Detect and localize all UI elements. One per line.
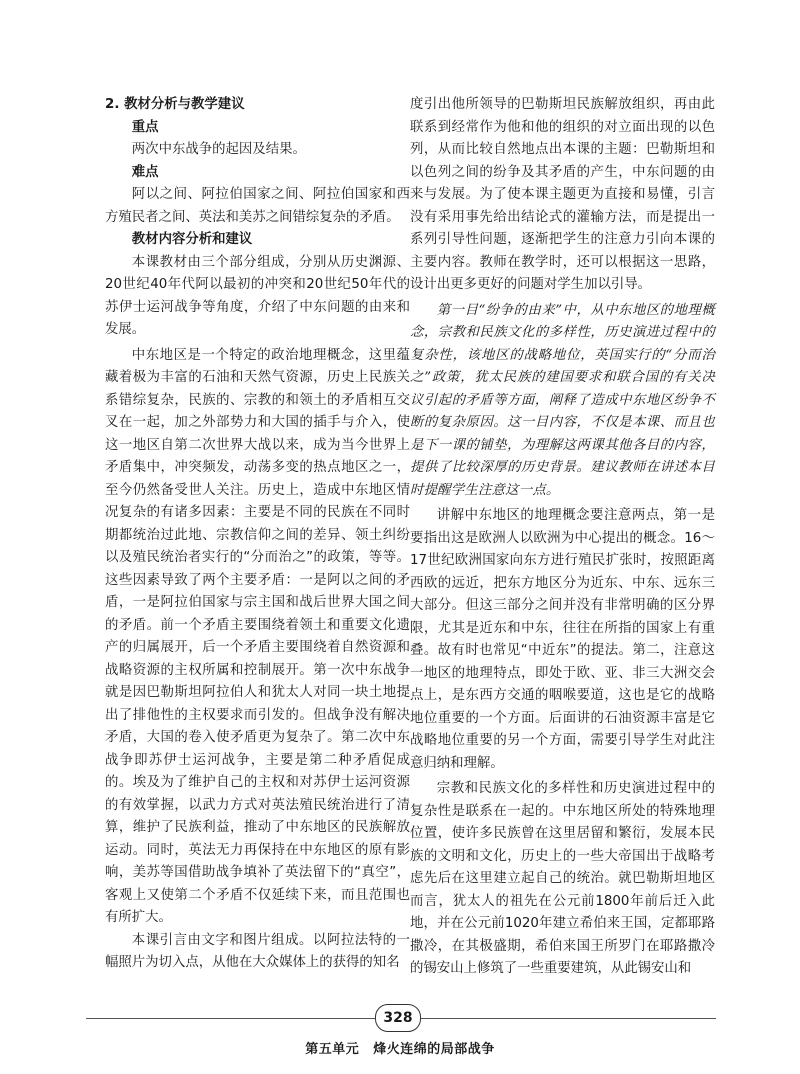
body-paragraph: 宗教和民族文化的多样性和历史演进过程中的复杂性是联系在一起的。中东地区所处的特殊地理位置，使许多民族曾在这里居留和繁衍，发展本民族的文明和文化，历史上的一些大帝国出于战略考虑先后在这里建立起自己的统治。就巴勒斯坦地区而言，犹太人的祖先在公元前1800年前后迁入此地，并在公元前1020年建立希伯来王国，定都耶路撒冷，在其极盛期，希伯来国王所罗门在耶路撒冷的锡安山上修筑了一些重要建筑，从此锡安山和 (410, 781, 715, 976)
difficulty-text: 阿以之间、阿拉伯国家之间、阿拉伯国家和西方殖民者之间、英法和美苏之间错综复杂的矛盾。 (105, 187, 410, 225)
focus-text: 两次中东战争的起因及结果。 (131, 142, 306, 157)
unit-label: 第五单元 (305, 1042, 360, 1057)
unit-title: 烽火连绵的局部战争 (373, 1042, 495, 1057)
analysis-label: 教材内容分析和建议 (131, 232, 253, 247)
body-paragraph: 本课教材由三个部分组成，分别从历史渊源、20世纪40年代阿以最初的冲突和20世纪50年代的苏伊士运河战争等角度，介绍了中东问题的由来和发展。 (105, 254, 410, 337)
section-title: 2. 教材分析与教学建议 (105, 97, 245, 112)
running-footer (0, 1038, 800, 1057)
body-paragraph: 度引出他所领导的巴勒斯坦民族解放组织，再由此联系到经常作为他和他的组织的对立面出现的以色列，从而比较自然地点出本课的主题：巴勒斯坦和以色列之间的纷争及其矛盾的产生，中东问题的由来与发展。为了使本课主题更为直接和易懂，引言没有采用事先给出结论式的灌输方法，而是提出一系列引导性问题，逐渐把学生的注意力引向本课的主要内容。教师在教学时，还可以根据这一思路，设计出更多更好的问题对学生加以引导。 (410, 97, 715, 292)
left-column (105, 94, 410, 975)
body-paragraph: 中东地区是一个特定的政治地理概念，这里蕴藏着极为丰富的石油和天然气资源，历史上民族关系错综复杂，民族的、宗教的和领土的矛盾相互交叉在一起，加之外部势力和大国的插手与介入，使这一地区自第二次世界大战以来，成为当今世界上矛盾集中，冲突频发，动荡多变的热点地区之一，至今仍然备受世人关注。历史上，造成中东地区情况复杂的有诸多因素：主要是不同的民族在不同时期都统治过此地、宗教信仰之间的差异、领土纠纷以及殖民统治者实行的“分而治之”的政策，等等。这些因素导致了两个主要矛盾：一是阿以之间的矛盾，一是阿拉伯国家与宗主国和战后世界大国之间的矛盾。前一个矛盾主要围绕着领土和重要文化遗产的归属展开，后一个矛盾主要围绕着自然资源和战略资源的主权所属和控制展开。第一次中东战争就是因巴勒斯坦阿拉伯人和犹太人对同一块土地提出了排他性的主权要求而引发的。但战争没有解决矛盾，大国的卷入使矛盾更为复杂了。第二次中东战争即苏伊士运河战争，主要是第二种矛盾促成的。埃及为了维护自己的主权和对苏伊士运河资源的有效掌握，以武力方式对英法殖民统治进行了清算，维护了民族利益，推动了中东地区的民族解放运动。同时，英法无力再保持在中东地区的原有影响，美苏等国借助战争填补了英法留下的“真空”，客观上又使第二个矛盾不仅延续下来，而且范围也有所扩大。 (105, 347, 410, 925)
focus-label: 重点 (131, 119, 159, 135)
italic-paragraph: 第一目“纷争的由来”中，从中东地区的地理概念，宗教和民族文化的多样性，历史演进过程中的复杂性，该地区的战略地位，英国实行的“分而治之”政策，犹太民族的建国要求和联合国的有关决议引起的矛盾等方面，阐释了造成中东地区纷争不断的复杂原因。这一目内容，不仅是本课、而且也是下一课的铺垫，为理解这两课其他各目的内容，提供了比较深厚的历史背景。建议教师在讲述本目时提醒学生注意这一点。 (410, 302, 715, 498)
body-paragraph: 本课引言由文字和图片组成。以阿拉法特的一幅照片为切入点，从他在大众媒体上的获得的知名 (105, 932, 410, 970)
right-column (410, 94, 715, 981)
body-paragraph: 讲解中东地区的地理概念要注意两点，第一是要指出这是欧洲人以欧洲为中心提出的概念。16～17世纪欧洲国家向东方进行殖民扩张时，按照距离西欧的远近，把东方地区分为近东、中东、远东三大部分。但这三部分之间并没有非常明确的区分界限，尤其是近东和中东，往往在所指的国家上有重叠。故有时也常见“中近东”的提法。第二，注意这一地区的地理特点，即处于欧、亚、非三大洲交会点上，是东西方交通的咽喉要道，这也是它的战略地位重要的一个方面。后面讲的石油资源丰富是它战略地位重要的另一个方面，需要引导学生对此注意归纳和理解。 (410, 508, 715, 771)
difficulty-label: 难点 (131, 164, 159, 180)
page-number: 328 (375, 1004, 421, 1032)
